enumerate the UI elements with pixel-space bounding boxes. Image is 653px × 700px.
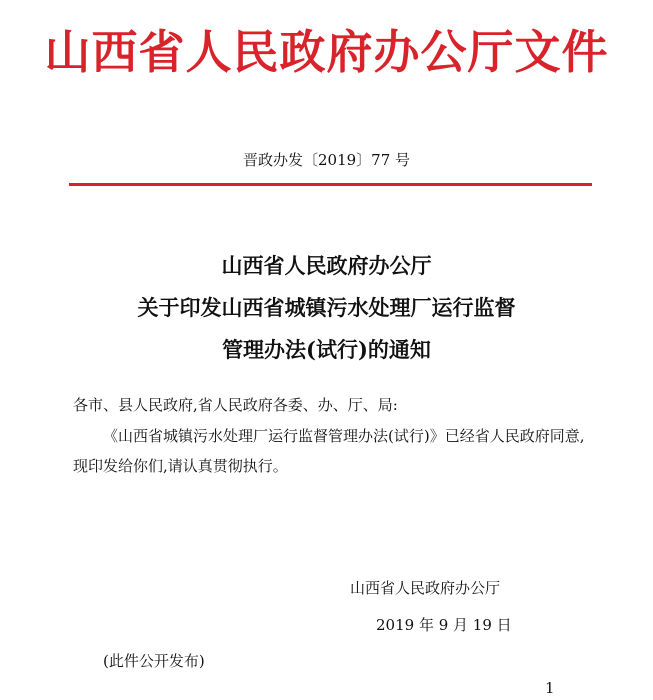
publish-note: (此件公开发布): [103, 652, 205, 670]
title-line-3: 管理办法(试行)的通知: [222, 337, 431, 362]
signature-organization: 山西省人民政府办公厅: [350, 579, 501, 597]
body-paragraph: 《山西省城镇污水处理厂运行监督管理办法(试行)》已经省人民政府同意,现印发给你们,请认真贯彻执行。: [73, 427, 585, 475]
document-number: 晋政办发〔2019〕77 号: [242, 151, 411, 169]
page-number: 1: [545, 679, 555, 697]
title-line-1: 山西省人民政府办公厅: [221, 253, 432, 278]
salutation: 各市、县人民政府,省人民政府各委、办、厅、局:: [73, 396, 398, 414]
title-line-2: 关于印发山西省城镇污水处理厂运行监督: [137, 295, 516, 320]
signature-date: 2019 年 9 月 19 日: [376, 616, 512, 634]
red-divider-line: [69, 183, 592, 186]
document-header-banner: 山西省人民政府办公厅文件: [44, 25, 609, 79]
document-title: [0, 245, 653, 371]
